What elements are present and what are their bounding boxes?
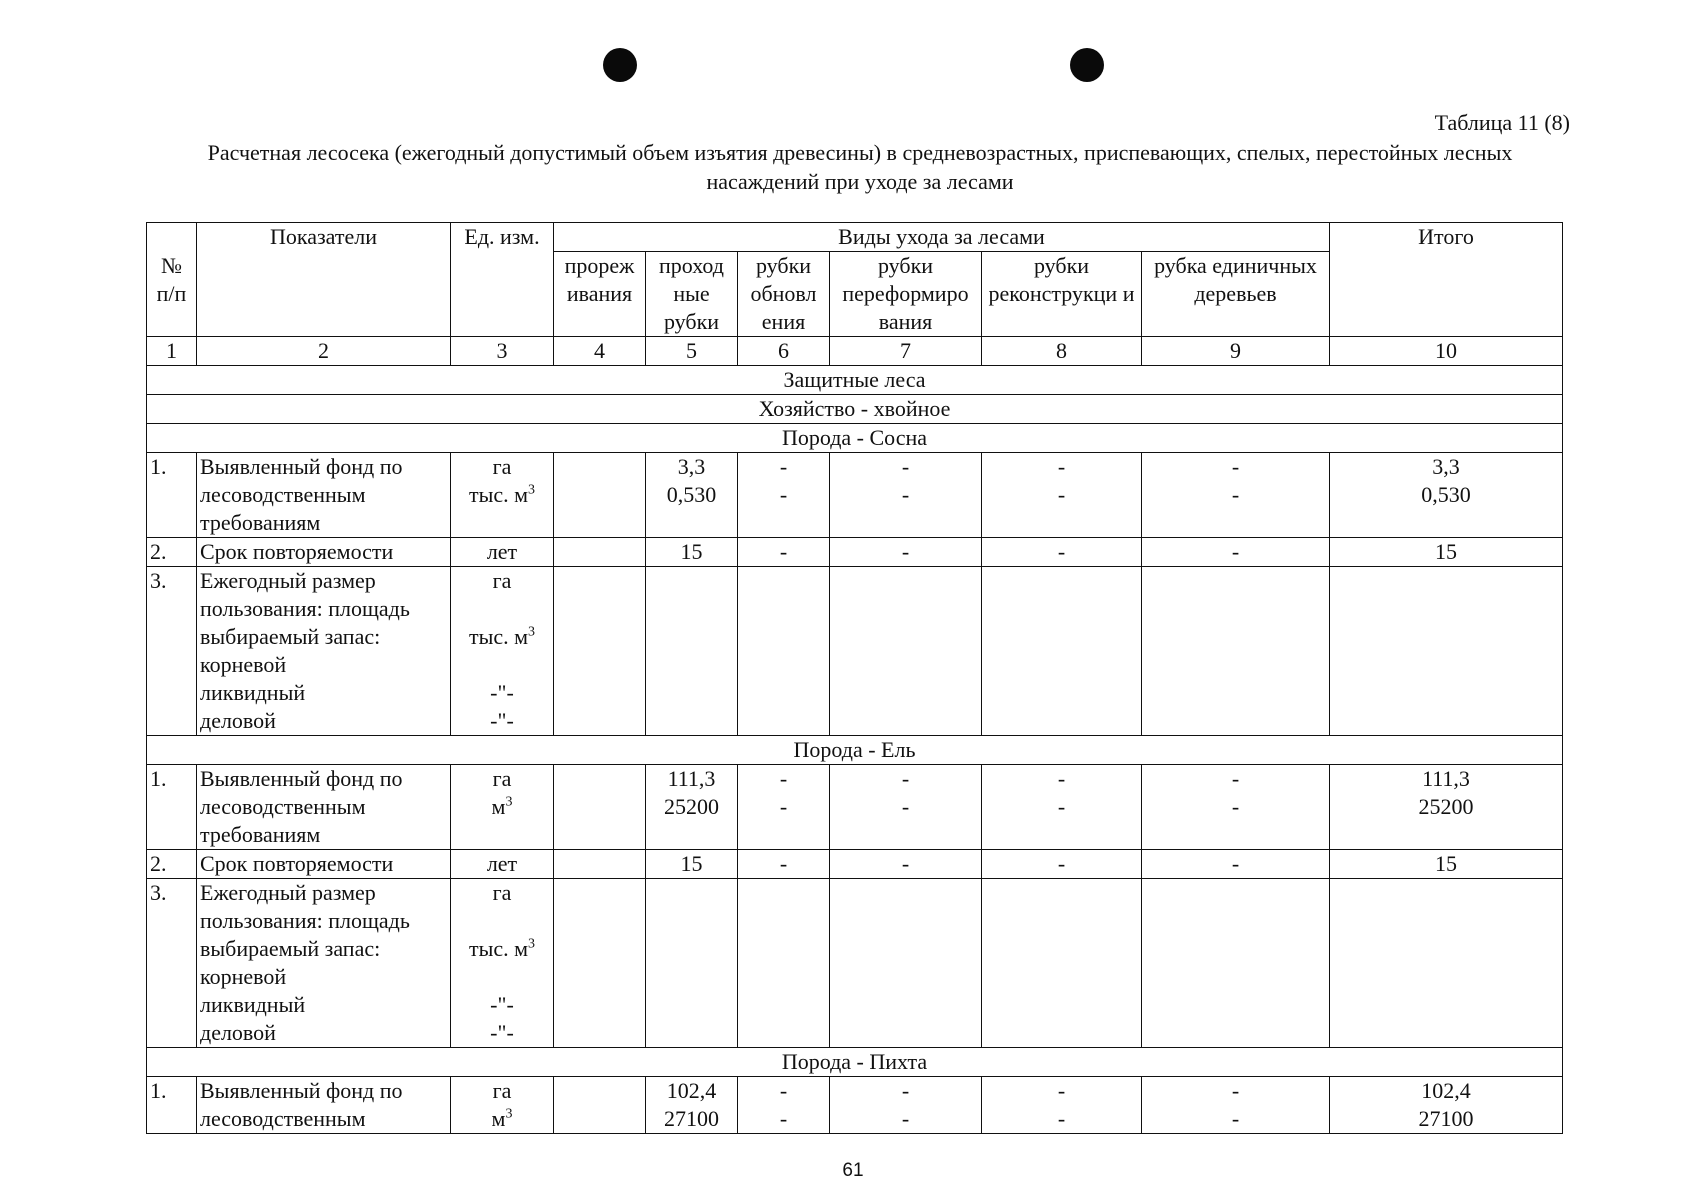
value-cell: 15 bbox=[646, 850, 738, 879]
unit-text bbox=[454, 935, 550, 963]
header-col8: рубки реконструкци и bbox=[982, 252, 1142, 337]
total-text: 25200 bbox=[1418, 794, 1474, 819]
section-fir: Порода - Пихта bbox=[147, 1048, 1563, 1077]
header-col7: рубки переформиро вания bbox=[830, 252, 982, 337]
indicator-text: пользования: площадь bbox=[200, 908, 410, 933]
empty-cell bbox=[554, 765, 646, 850]
dash-cell bbox=[982, 1077, 1142, 1134]
value-text: 25200 bbox=[664, 794, 719, 819]
indicator-fund bbox=[197, 765, 451, 850]
dash-text: - bbox=[1057, 794, 1066, 819]
row-number: 2. bbox=[147, 538, 197, 567]
value-cell bbox=[646, 453, 738, 538]
value-cell bbox=[646, 1077, 738, 1134]
dash-cell: - bbox=[982, 538, 1142, 567]
header-indicators: Показатели bbox=[197, 223, 451, 337]
unit-superscript: 3 bbox=[505, 1106, 513, 1122]
unit-text: тыс. м bbox=[468, 482, 529, 507]
unit-cell bbox=[451, 1077, 554, 1134]
empty-cell bbox=[830, 567, 982, 736]
indicator-text: пользования: площадь bbox=[200, 596, 410, 621]
indicator-text: ликвидный bbox=[200, 680, 306, 705]
header-group: Виды ухода за лесами bbox=[554, 223, 1330, 252]
dash-text: - bbox=[779, 766, 788, 791]
header-col6: рубки обновл ения bbox=[738, 252, 830, 337]
dash-text: - bbox=[901, 794, 910, 819]
unit-text bbox=[454, 1105, 550, 1133]
header-total: Итого bbox=[1330, 223, 1563, 337]
harvest-table bbox=[146, 222, 1563, 1134]
colnum-6: 6 bbox=[738, 337, 830, 366]
indicator-text: требованиям bbox=[200, 822, 321, 847]
indicator-annual bbox=[197, 879, 451, 1048]
page-number: 61 bbox=[842, 1160, 864, 1181]
dash-text: - bbox=[1231, 1106, 1240, 1131]
indicator-text: выбираемый запас: bbox=[200, 624, 381, 649]
colnum-9: 9 bbox=[1142, 337, 1330, 366]
empty-cell bbox=[646, 879, 738, 1048]
dash-text: - bbox=[1231, 454, 1240, 479]
row-number: 1. bbox=[147, 765, 197, 850]
total-cell: 15 bbox=[1330, 538, 1563, 567]
table-row bbox=[147, 879, 1563, 1048]
indicator-text: требованиям bbox=[200, 510, 321, 535]
total-cell: 15 bbox=[1330, 850, 1563, 879]
dash-cell: - bbox=[830, 850, 982, 879]
unit-superscript: 3 bbox=[528, 624, 536, 640]
table-row bbox=[147, 765, 1563, 850]
section-pine: Порода - Сосна bbox=[147, 424, 1563, 453]
indicator-period: Срок повторяемости bbox=[197, 538, 451, 567]
value-cell bbox=[646, 765, 738, 850]
total-cell bbox=[1330, 1077, 1563, 1134]
colnum-10: 10 bbox=[1330, 337, 1563, 366]
punch-hole-left bbox=[603, 48, 637, 82]
table-row bbox=[147, 1077, 1563, 1134]
dash-cell bbox=[982, 453, 1142, 538]
unit-text: га bbox=[492, 454, 512, 479]
colnum-2: 2 bbox=[197, 337, 451, 366]
dash-text: - bbox=[1057, 766, 1066, 791]
row-number: 2. bbox=[147, 850, 197, 879]
dash-cell bbox=[1142, 765, 1330, 850]
dash-text: - bbox=[779, 794, 788, 819]
colnum-4: 4 bbox=[554, 337, 646, 366]
unit-superscript: 3 bbox=[528, 482, 536, 498]
table-row bbox=[147, 567, 1563, 736]
dash-cell: - bbox=[830, 538, 982, 567]
unit-text: м bbox=[491, 1106, 506, 1131]
dash-cell bbox=[830, 453, 982, 538]
value-text: 27100 bbox=[664, 1106, 719, 1131]
unit-cell bbox=[451, 765, 554, 850]
unit-cell bbox=[451, 453, 554, 538]
unit-text: -"- bbox=[490, 992, 514, 1017]
total-text: 0,530 bbox=[1421, 482, 1471, 507]
dash-text: - bbox=[1057, 1078, 1066, 1103]
empty-cell bbox=[1330, 567, 1563, 736]
header-col9: рубка единичных деревьев bbox=[1142, 252, 1330, 337]
value-cell: 15 bbox=[646, 538, 738, 567]
unit-text: -"- bbox=[490, 1020, 514, 1045]
empty-cell bbox=[554, 879, 646, 1048]
table-caption: Таблица 11 (8) bbox=[1434, 110, 1570, 135]
column-numbers-row bbox=[147, 337, 1563, 366]
row-number: 1. bbox=[147, 1077, 197, 1134]
dash-text: - bbox=[1231, 794, 1240, 819]
dash-text: - bbox=[1057, 482, 1066, 507]
indicator-text: выбираемый запас: bbox=[200, 936, 381, 961]
dash-text: - bbox=[1057, 1106, 1066, 1131]
table-row bbox=[147, 538, 1563, 567]
total-text: 3,3 bbox=[1432, 454, 1460, 479]
page-title: Расчетная лесосека (ежегодный допустимый объем изъятия древесины) в средневозрастных, приспевающих, спелых, перестойных лесных насаждений при уходе за лесами bbox=[207, 140, 1513, 194]
value-text: 102,4 bbox=[666, 1078, 717, 1103]
dash-cell bbox=[830, 765, 982, 850]
dash-cell: - bbox=[982, 850, 1142, 879]
indicator-text: Выявленный фонд по bbox=[200, 454, 403, 479]
total-text: 111,3 bbox=[1422, 766, 1470, 791]
dash-text: - bbox=[779, 482, 788, 507]
empty-cell bbox=[646, 567, 738, 736]
dash-cell: - bbox=[1142, 538, 1330, 567]
unit-cell: лет bbox=[451, 538, 554, 567]
row-number: 1. bbox=[147, 453, 197, 538]
dash-text: - bbox=[901, 482, 910, 507]
total-cell bbox=[1330, 453, 1563, 538]
table-row bbox=[147, 453, 1563, 538]
section-spruce: Порода - Ель bbox=[147, 736, 1563, 765]
indicator-text: Выявленный фонд по bbox=[200, 1078, 403, 1103]
unit-text bbox=[454, 623, 550, 651]
dash-cell bbox=[738, 453, 830, 538]
dash-text: - bbox=[1057, 454, 1066, 479]
section-protective: Защитные леса bbox=[147, 366, 1563, 395]
indicator-text: корневой bbox=[200, 964, 287, 989]
empty-cell bbox=[554, 453, 646, 538]
unit-text bbox=[454, 481, 550, 509]
indicator-fund bbox=[197, 453, 451, 538]
unit-text bbox=[454, 651, 550, 679]
dash-text: - bbox=[779, 1106, 788, 1131]
indicator-fund bbox=[197, 1077, 451, 1134]
empty-cell bbox=[1142, 567, 1330, 736]
empty-cell bbox=[554, 850, 646, 879]
empty-cell bbox=[1330, 879, 1563, 1048]
punch-hole-right bbox=[1070, 48, 1104, 82]
dash-text: - bbox=[901, 766, 910, 791]
value-text: 0,530 bbox=[666, 482, 717, 507]
total-text: 27100 bbox=[1418, 1106, 1474, 1131]
colnum-7: 7 bbox=[830, 337, 982, 366]
dash-cell bbox=[982, 765, 1142, 850]
empty-cell bbox=[738, 879, 830, 1048]
indicator-text: Ежегодный размер bbox=[200, 568, 376, 593]
value-text: 3,3 bbox=[677, 454, 706, 479]
dash-text: - bbox=[901, 454, 910, 479]
empty-cell bbox=[554, 1077, 646, 1134]
empty-cell bbox=[982, 567, 1142, 736]
dash-cell bbox=[1142, 453, 1330, 538]
unit-text: тыс. м bbox=[468, 624, 529, 649]
indicator-text: лесоводственным bbox=[200, 794, 366, 819]
header-num-text: № п/п bbox=[156, 252, 187, 306]
empty-cell bbox=[830, 879, 982, 1048]
indicator-text: деловой bbox=[200, 1020, 276, 1045]
table-row bbox=[147, 850, 1563, 879]
unit-text bbox=[454, 963, 550, 991]
header-num bbox=[147, 223, 197, 337]
indicator-text: деловой bbox=[200, 708, 276, 733]
dash-cell bbox=[738, 1077, 830, 1134]
unit-text: га bbox=[492, 880, 512, 905]
colnum-1: 1 bbox=[147, 337, 197, 366]
unit-text bbox=[454, 907, 550, 935]
colnum-5: 5 bbox=[646, 337, 738, 366]
indicator-period: Срок повторяемости bbox=[197, 850, 451, 879]
dash-text: - bbox=[1231, 482, 1240, 507]
unit-text: га bbox=[492, 568, 512, 593]
unit-text: м bbox=[491, 794, 506, 819]
unit-text: -"- bbox=[490, 708, 514, 733]
unit-text: га bbox=[492, 1078, 512, 1103]
dash-text: - bbox=[1231, 1078, 1240, 1103]
dash-text: - bbox=[1231, 766, 1240, 791]
colnum-8: 8 bbox=[982, 337, 1142, 366]
dash-cell: - bbox=[738, 538, 830, 567]
indicator-text: Выявленный фонд по bbox=[200, 766, 403, 791]
indicator-text: корневой bbox=[200, 652, 287, 677]
dash-cell bbox=[738, 765, 830, 850]
empty-cell bbox=[554, 567, 646, 736]
indicator-text: Ежегодный размер bbox=[200, 880, 376, 905]
empty-cell bbox=[554, 538, 646, 567]
colnum-3: 3 bbox=[451, 337, 554, 366]
total-cell bbox=[1330, 765, 1563, 850]
indicator-text: лесоводственным bbox=[200, 1106, 366, 1131]
indicator-text: лесоводственным bbox=[200, 482, 366, 507]
section-economy: Хозяйство - хвойное bbox=[147, 395, 1563, 424]
indicator-text: ликвидный bbox=[200, 992, 306, 1017]
unit-text bbox=[454, 595, 550, 623]
unit-text: -"- bbox=[490, 680, 514, 705]
row-number: 3. bbox=[147, 879, 197, 1048]
dash-cell: - bbox=[1142, 850, 1330, 879]
unit-superscript: 3 bbox=[505, 794, 513, 810]
unit-text: га bbox=[492, 766, 512, 791]
header-unit: Ед. изм. bbox=[451, 223, 554, 337]
dash-text: - bbox=[901, 1106, 910, 1131]
value-text: 111,3 bbox=[667, 766, 716, 791]
empty-cell bbox=[1142, 879, 1330, 1048]
unit-cell bbox=[451, 567, 554, 736]
unit-cell: лет bbox=[451, 850, 554, 879]
empty-cell bbox=[982, 879, 1142, 1048]
unit-text: тыс. м bbox=[468, 936, 529, 961]
unit-text bbox=[454, 793, 550, 821]
dash-text: - bbox=[901, 1078, 910, 1103]
indicator-annual bbox=[197, 567, 451, 736]
unit-superscript: 3 bbox=[528, 936, 536, 952]
dash-cell: - bbox=[738, 850, 830, 879]
dash-text: - bbox=[779, 454, 788, 479]
dash-text: - bbox=[779, 1078, 788, 1103]
unit-cell bbox=[451, 879, 554, 1048]
empty-cell bbox=[738, 567, 830, 736]
row-number: 3. bbox=[147, 567, 197, 736]
dash-cell bbox=[1142, 1077, 1330, 1134]
header-col5: проход ные рубки bbox=[646, 252, 738, 337]
total-text: 102,4 bbox=[1421, 1078, 1471, 1103]
header-col4: прореж ивания bbox=[554, 252, 646, 337]
dash-cell bbox=[830, 1077, 982, 1134]
